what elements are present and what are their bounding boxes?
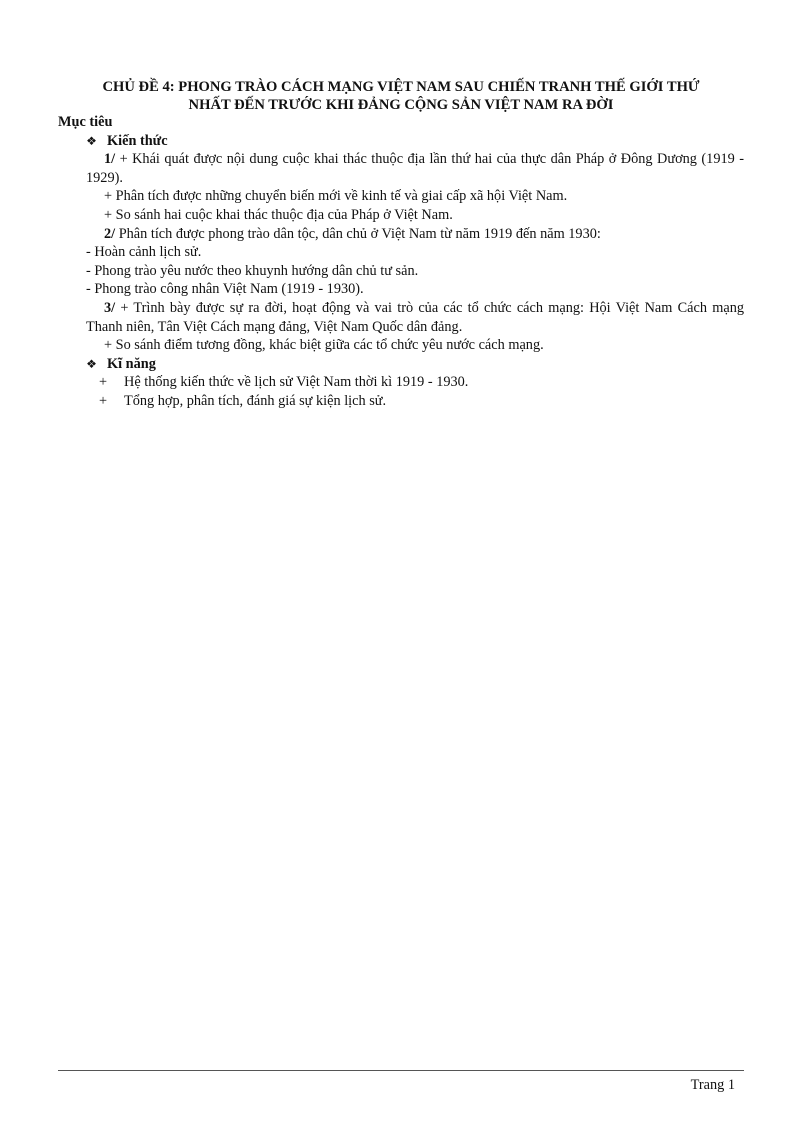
plus-bullet: + (99, 392, 108, 409)
subheading-kien-thuc (84, 132, 744, 151)
item-text: + Khái quát được nội dung cuộc khai thác thuộc địa lần thứ hai của thực dân Pháp ở Đông Dương (1919 - 1929). (86, 151, 744, 186)
subheading-label: Kiến thức (107, 132, 168, 149)
knowledge-subitem: - Phong trào yêu nước theo khuynh hướng dân chủ tư sản. (86, 262, 419, 279)
document-body (58, 113, 744, 411)
knowledge-item-3 (86, 299, 744, 336)
footer-divider (58, 1070, 744, 1071)
knowledge-item-1 (86, 150, 744, 187)
knowledge-subitem: - Phong trào công nhân Việt Nam (1919 - 1930). (86, 281, 364, 298)
knowledge-subitem: + So sánh điểm tương đồng, khác biệt giữa các tổ chức yêu nước cách mạng. (104, 337, 544, 354)
skill-item (99, 373, 744, 392)
item-text: + Trình bày được sự ra đời, hoạt động và vai trò của các tổ chức cách mạng: Hội Việt Nam Cách mạng Thanh niên, Tân Việt Cách mạng đảng, Việt Nam Quốc dân đảng. (86, 299, 744, 335)
knowledge-subitem: - Hoàn cảnh lịch sử. (86, 244, 202, 261)
item-text: Phân tích được phong trào dân tộc, dân chủ ở Việt Nam từ năm 1919 đến năm 1930: (115, 225, 601, 242)
skill-text: Hệ thống kiến thức về lịch sử Việt Nam thời kì 1919 - 1930. (124, 374, 469, 391)
title-line-2: NHẤT ĐẾN TRƯỚC KHI ĐẢNG CỘNG SẢN VIỆT NAM RA ĐỜI (188, 97, 614, 113)
skill-item (99, 392, 744, 411)
knowledge-subitem: + So sánh hai cuộc khai thác thuộc địa của Pháp ở Việt Nam. (104, 206, 453, 223)
section-heading-muc-tieu: Mục tiêu (58, 114, 113, 130)
item-number: 3/ (104, 299, 116, 316)
knowledge-item-2 (86, 225, 744, 244)
subheading-ki-nang (84, 355, 744, 374)
item-number: 2/ (104, 225, 116, 242)
diamond-bullet-icon: ❖ (86, 133, 97, 148)
subheading-label: Kĩ năng (107, 355, 156, 372)
knowledge-subitem: + Phân tích được những chuyển biến mới về kinh tế và giai cấp xã hội Việt Nam. (104, 188, 568, 205)
page-number: Trang 1 (690, 1077, 735, 1093)
page-title (58, 78, 744, 114)
diamond-bullet-icon: ❖ (86, 356, 97, 371)
skill-text: Tổng hợp, phân tích, đánh giá sự kiện lịch sử. (124, 392, 387, 409)
item-number: 1/ (104, 151, 116, 168)
title-line-1: CHỦ ĐỀ 4: PHONG TRÀO CÁCH MẠNG VIỆT NAM SAU CHIẾN TRANH THẾ GIỚI THỨ (102, 79, 700, 95)
plus-bullet: + (99, 374, 108, 391)
